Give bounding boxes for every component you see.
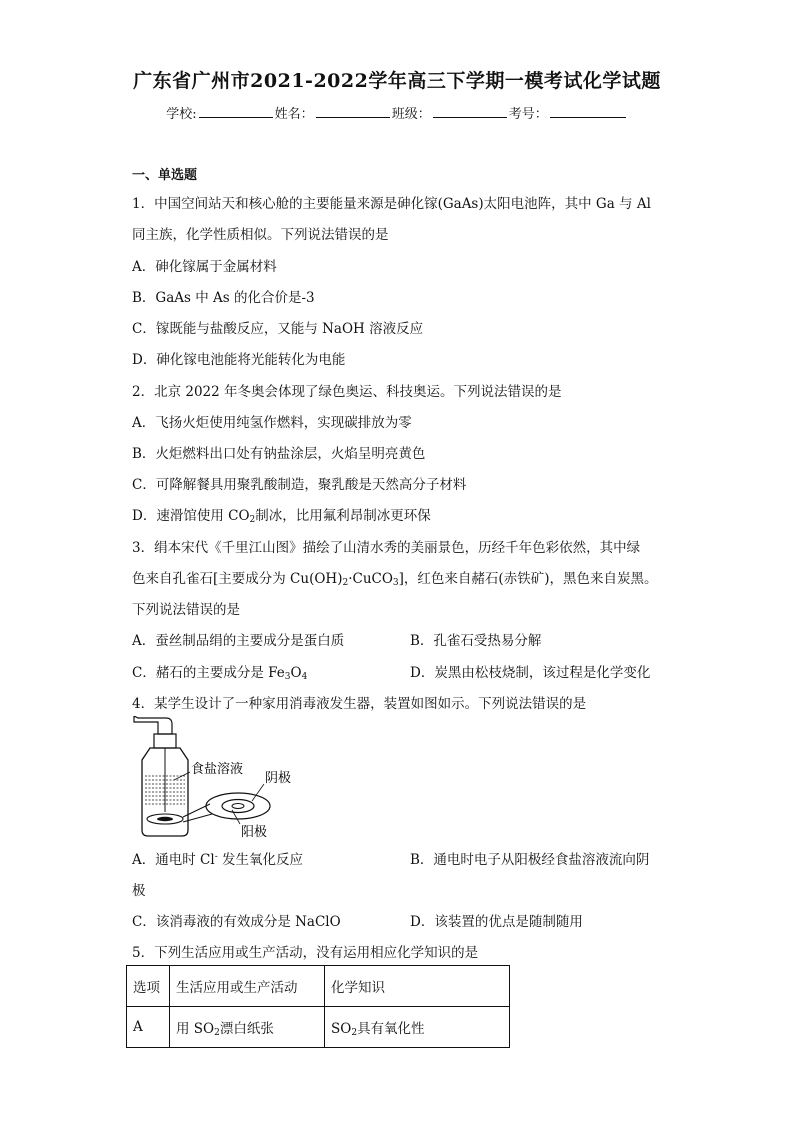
school-blank[interactable] xyxy=(199,105,273,118)
q4-option-c: C．该消毒液的有效成分是 NaClO xyxy=(132,914,341,930)
table-header-activity: 生活应用或生产活动 xyxy=(170,966,325,1007)
name-blank[interactable] xyxy=(316,105,390,118)
q1-option-b: B．GaAs 中 As 的化合价是-3 xyxy=(132,290,315,306)
table-header-knowledge: 化学知识 xyxy=(325,966,510,1007)
q3-stem-line2: 色来自孔雀石[主要成分为 $Cu(OH)_2\cdot CuCO_3$]，红色来自赭石(赤铁矿)，黑色来自炭黑。 xyxy=(132,571,658,588)
q4-option-b-line2: 极 xyxy=(132,883,146,899)
disc-inner xyxy=(232,804,244,809)
cathode-leader xyxy=(252,784,264,801)
disc-outer xyxy=(206,793,270,819)
school-label: 学校: xyxy=(166,107,197,122)
class-label: 班级： xyxy=(391,107,431,122)
student-info-line xyxy=(0,103,794,122)
q1-stem-line1: 1．中国空间站天和核心舱的主要能量来源是砷化镓(GaAs)太阳电池阵，其中 Ga 与 Al xyxy=(132,196,651,212)
q4-stem: 4．某学生设计了一种家用消毒液发生器，装置如图如示。下列说法错误的是 xyxy=(132,696,587,712)
sprayer-cap xyxy=(154,734,176,748)
table-header-option: 选项 xyxy=(127,966,170,1007)
sprayer-nozzle xyxy=(134,716,172,734)
q3-option-d: D．炭黑由松枝烧制，该过程是化学变化 xyxy=(410,665,651,681)
table-row xyxy=(127,1007,510,1048)
class-blank[interactable] xyxy=(433,105,507,118)
q3-option-a: A．蚕丝制品绢的主要成分是蛋白质 xyxy=(132,633,345,649)
disc-middle xyxy=(222,800,254,813)
number-label: 考号： xyxy=(508,107,548,122)
q3-option-c: C．赭石的主要成分是 $Fe_3O_4$ xyxy=(132,665,308,682)
q5-table xyxy=(126,965,510,1048)
q2-option-b: B．火炬燃料出口处有钠盐涂层，火焰呈明亮黄色 xyxy=(132,446,426,462)
q2-stem: 2．北京 2022 年冬奥会体现了绿色奥运、科技奥运。下列说法错误的是 xyxy=(132,384,562,400)
q4-option-a: A．通电时 Cl- 发生氧化反应 xyxy=(132,852,304,868)
bottle-electrode-core xyxy=(157,817,173,821)
q3-stem-line1: 3．绢本宋代《千里江山图》描绘了山清水秀的美丽景色，历经千年色彩依然，其中绿 xyxy=(132,540,641,556)
label-cathode: 阴极 xyxy=(265,771,292,786)
q1-stem-line2: 同主族，化学性质相似。下列说法错误的是 xyxy=(132,227,389,243)
q3-stem-line3: 下列说法错误的是 xyxy=(132,602,240,618)
number-blank[interactable] xyxy=(550,105,626,118)
table-cell-knowledge: $SO_2$具有氧化性 xyxy=(325,1007,510,1048)
q4-option-d: D．该装置的优点是随制随用 xyxy=(410,914,583,930)
q1-option-a: A．砷化镓属于金属材料 xyxy=(132,259,277,275)
table-cell-option: A xyxy=(127,1007,170,1048)
q2-option-a: A．飞扬火炬使用纯氢作燃料，实现碳排放为零 xyxy=(132,415,412,431)
q3-option-b: B．孔雀石受热易分解 xyxy=(410,633,542,649)
disinfectant-generator-figure xyxy=(128,716,308,840)
q1-option-c: C．镓既能与盐酸反应，又能与 NaOH 溶液反应 xyxy=(132,321,424,337)
q4-option-b-line1: B．通电时电子从阳极经食盐溶液流向阴 xyxy=(410,852,650,868)
section-heading: 一、单选题 xyxy=(132,168,198,183)
label-solution: 食盐溶液 xyxy=(191,762,244,777)
label-anode: 阳极 xyxy=(241,825,268,840)
name-label: 姓名： xyxy=(274,107,314,122)
table-header-row xyxy=(127,966,510,1007)
q2-option-d: D．速滑馆使用 $CO_2$制冰，比用氟利昂制冰更环保 xyxy=(132,508,431,525)
table-cell-activity: 用 $SO_2$漂白纸张 xyxy=(170,1007,325,1048)
page-title: 广东省广州市2021-2022学年高三下学期一模考试化学试题 xyxy=(133,70,661,92)
q5-stem: 5．下列生活应用或生产活动，没有运用相应化学知识的是 xyxy=(132,945,479,961)
q1-option-d: D．砷化镓电池能将光能转化为电能 xyxy=(132,352,346,368)
q2-option-c: C．可降解餐具用聚乳酸制造，聚乳酸是天然高分子材料 xyxy=(132,477,467,493)
